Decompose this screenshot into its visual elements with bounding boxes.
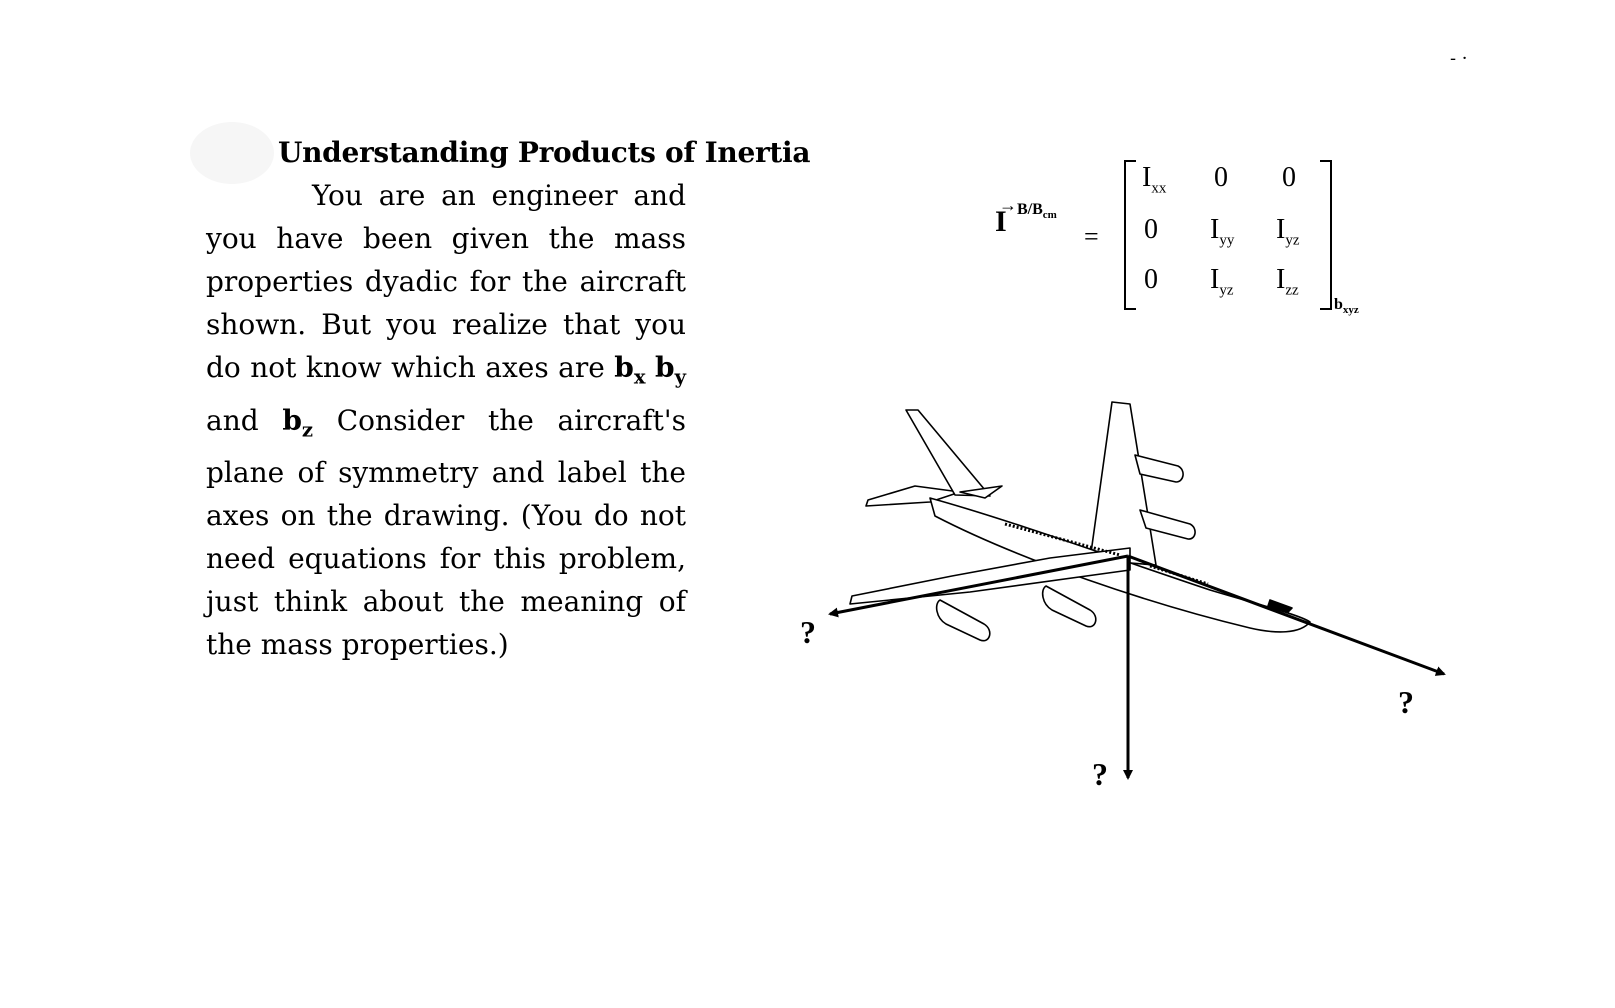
vector-arrow-icon: →	[999, 195, 1017, 215]
axis-arrow-right	[1128, 556, 1444, 674]
axis-bx: $b_x$	[614, 351, 646, 389]
axis-arrow-left	[830, 556, 1128, 614]
vertical-tail-fin	[906, 410, 990, 496]
axis-label-right: ?	[1398, 684, 1414, 720]
near-wing	[850, 548, 1130, 604]
equals-sign: =	[1084, 222, 1099, 251]
axis-by: $b_y$	[655, 351, 686, 389]
matrix-cell-r3c2: $I_{yz}$	[1210, 264, 1234, 299]
airplane-drawing	[850, 402, 1310, 641]
matrix-cell-r1c3: 0	[1282, 162, 1296, 193]
near-engine-inner	[1043, 586, 1096, 627]
matrix-cell-r2c2: $I_{yy}$	[1210, 214, 1235, 249]
problem-statement: You are an engineer and you have been given the mass properties dyadic for the aircraft shown. But you realize that you do not know which axes are $b_x$ $b_y$ and $b_z$ Consider the aircraft's plane of symmetry and label the axes on the drawing. (You do not need equations for this problem, just think about the meaning of the mass properties.)	[206, 179, 686, 662]
corner-marks: - ·	[1450, 48, 1468, 69]
matrix-cell-r3c1: 0	[1144, 264, 1158, 295]
statement-part-2: Consider the aircraft's plane of symmetry and label the axes on the drawing. (You do not need equations for this problem, just think about the meaning of the mass properties.)	[206, 403, 686, 662]
problem-title: Understanding Products of Inertia	[278, 136, 811, 169]
axis-label-left: ?	[800, 614, 816, 650]
matrix-cell-r3c3: $I_{zz}$	[1276, 264, 1299, 299]
inertia-dyadic-symbol: → I $B/B_{cm}$	[995, 195, 1057, 238]
matrix-basis-label: $b_{xyz}$	[1334, 296, 1359, 317]
far-wing	[1090, 402, 1156, 565]
axis-bz: $b_z$	[282, 403, 314, 442]
matrix-cell-r2c3: $I_{yz}$	[1276, 214, 1300, 249]
matrix-cell-r1c2: 0	[1214, 162, 1228, 193]
matrix-cell-r1c1: $I_{xx}$	[1142, 162, 1167, 197]
matrix-cell-r2c1: 0	[1144, 214, 1158, 245]
near-engine-outer	[937, 600, 990, 641]
statement-part-1: You are an engineer and you have been given the mass properties dyadic for the aircraft shown. But you realize that you do not know which axes are	[206, 179, 686, 384]
axis-label-down: ?	[1092, 756, 1108, 792]
